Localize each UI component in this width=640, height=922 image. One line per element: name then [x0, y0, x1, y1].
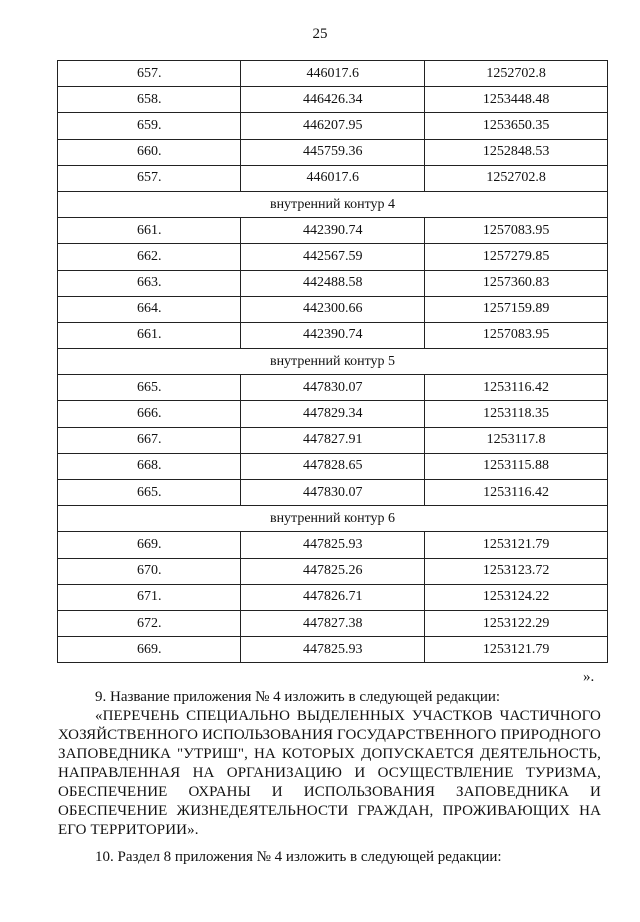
contour-header: внутренний контур 6: [58, 506, 608, 532]
y-coordinate-cell: 1253116.42: [425, 480, 608, 506]
contour-header-row: [58, 191, 608, 217]
appendix-title-quote: «ПЕРЕЧЕНЬ СПЕЦИАЛЬНО ВЫДЕЛЕННЫХ УЧАСТКОВ ЧАСТИЧНОГО ХОЗЯЙСТВЕННОГО ИСПОЛЬЗОВАНИЯ ГОСУДАРСТВЕННОГО ПРИРОДНОГО ЗАПОВЕДНИКА "УТРИШ", НА КОТОРЫХ ДОПУСКАЕТСЯ ДЕЯТЕЛЬНОСТЬ, НАПРАВЛЕННАЯ НА ОРГАНИЗАЦИЮ И ОСУЩЕСТВЛЕНИЕ ТУРИЗМА, ОБЕСПЕЧЕНИЕ ОХРАНЫ И ИСПОЛЬЗОВАНИЯ ЗАПОВЕДНИКА И ОБЕСПЕЧЕНИЕ ЖИЗНЕДЕЯТЕЛЬНОСТИ ГРАЖДАН, ПРОЖИВАЮЩИХ НА ЕГО ТЕРРИТОРИИ».: [58, 708, 601, 838]
x-coordinate-cell: 447825.93: [241, 532, 425, 558]
y-coordinate-cell: 1253650.35: [425, 113, 608, 139]
x-coordinate-cell: 446426.34: [241, 87, 425, 113]
table-row: [58, 139, 608, 165]
x-coordinate-cell: 447827.38: [241, 610, 425, 636]
table-row: [58, 322, 608, 348]
x-coordinate-cell: 447827.91: [241, 427, 425, 453]
table-row: [58, 87, 608, 113]
table-row: [58, 427, 608, 453]
x-coordinate-cell: 447826.71: [241, 584, 425, 610]
x-coordinate-cell: 447830.07: [241, 480, 425, 506]
coordinates-table-body: [58, 61, 608, 663]
table-row: [58, 558, 608, 584]
paragraph-item-10: 10. Раздел 8 приложения № 4 изложить в следующей редакции:: [95, 849, 502, 865]
y-coordinate-cell: 1257279.85: [425, 244, 608, 270]
y-coordinate-cell: 1253115.88: [425, 453, 608, 479]
table-row: [58, 453, 608, 479]
point-number-cell: 657.: [58, 61, 241, 87]
x-coordinate-cell: 447830.07: [241, 375, 425, 401]
y-coordinate-cell: 1252702.8: [425, 165, 608, 191]
y-coordinate-cell: 1253122.29: [425, 610, 608, 636]
point-number-cell: 672.: [58, 610, 241, 636]
y-coordinate-cell: 1257360.83: [425, 270, 608, 296]
table-row: [58, 296, 608, 322]
x-coordinate-cell: 446017.6: [241, 165, 425, 191]
table-row: [58, 480, 608, 506]
contour-header: внутренний контур 5: [58, 349, 608, 375]
y-coordinate-cell: 1253117.8: [425, 427, 608, 453]
table-row: [58, 165, 608, 191]
point-number-cell: 658.: [58, 87, 241, 113]
table-row: [58, 610, 608, 636]
y-coordinate-cell: 1253121.79: [425, 637, 608, 663]
table-row: [58, 637, 608, 663]
x-coordinate-cell: 447825.26: [241, 558, 425, 584]
table-row: [58, 532, 608, 558]
x-coordinate-cell: 447825.93: [241, 637, 425, 663]
y-coordinate-cell: 1253124.22: [425, 584, 608, 610]
x-coordinate-cell: 445759.36: [241, 139, 425, 165]
y-coordinate-cell: 1252848.53: [425, 139, 608, 165]
y-coordinate-cell: 1257083.95: [425, 218, 608, 244]
contour-header-row: [58, 506, 608, 532]
point-number-cell: 670.: [58, 558, 241, 584]
paragraph-item-9: 9. Название приложения № 4 изложить в следующей редакции:: [95, 689, 501, 705]
table-row: [58, 218, 608, 244]
point-number-cell: 669.: [58, 637, 241, 663]
closing-quote-mark: ».: [583, 669, 595, 685]
table-row: [58, 270, 608, 296]
y-coordinate-cell: 1253123.72: [425, 558, 608, 584]
x-coordinate-cell: 446207.95: [241, 113, 425, 139]
table-row: [58, 61, 608, 87]
coordinates-table: [57, 60, 608, 663]
point-number-cell: 666.: [58, 401, 241, 427]
table-row: [58, 584, 608, 610]
point-number-cell: 661.: [58, 218, 241, 244]
point-number-cell: 663.: [58, 270, 241, 296]
table-row: [58, 244, 608, 270]
point-number-cell: 661.: [58, 322, 241, 348]
x-coordinate-cell: 447829.34: [241, 401, 425, 427]
table-row: [58, 113, 608, 139]
y-coordinate-cell: 1253118.35: [425, 401, 608, 427]
point-number-cell: 671.: [58, 584, 241, 610]
point-number-cell: 668.: [58, 453, 241, 479]
point-number-cell: 667.: [58, 427, 241, 453]
x-coordinate-cell: 442300.66: [241, 296, 425, 322]
y-coordinate-cell: 1253116.42: [425, 375, 608, 401]
point-number-cell: 665.: [58, 480, 241, 506]
point-number-cell: 669.: [58, 532, 241, 558]
x-coordinate-cell: 442390.74: [241, 322, 425, 348]
table-row: [58, 375, 608, 401]
x-coordinate-cell: 442567.59: [241, 244, 425, 270]
page-number: 25: [312, 26, 328, 42]
y-coordinate-cell: 1253448.48: [425, 87, 608, 113]
point-number-cell: 664.: [58, 296, 241, 322]
x-coordinate-cell: 447828.65: [241, 453, 425, 479]
contour-header: внутренний контур 4: [58, 191, 608, 217]
y-coordinate-cell: 1257083.95: [425, 322, 608, 348]
y-coordinate-cell: 1252702.8: [425, 61, 608, 87]
point-number-cell: 659.: [58, 113, 241, 139]
y-coordinate-cell: 1257159.89: [425, 296, 608, 322]
x-coordinate-cell: 442390.74: [241, 218, 425, 244]
x-coordinate-cell: 442488.58: [241, 270, 425, 296]
x-coordinate-cell: 446017.6: [241, 61, 425, 87]
point-number-cell: 665.: [58, 375, 241, 401]
point-number-cell: 662.: [58, 244, 241, 270]
point-number-cell: 660.: [58, 139, 241, 165]
table-row: [58, 401, 608, 427]
contour-header-row: [58, 349, 608, 375]
y-coordinate-cell: 1253121.79: [425, 532, 608, 558]
point-number-cell: 657.: [58, 165, 241, 191]
